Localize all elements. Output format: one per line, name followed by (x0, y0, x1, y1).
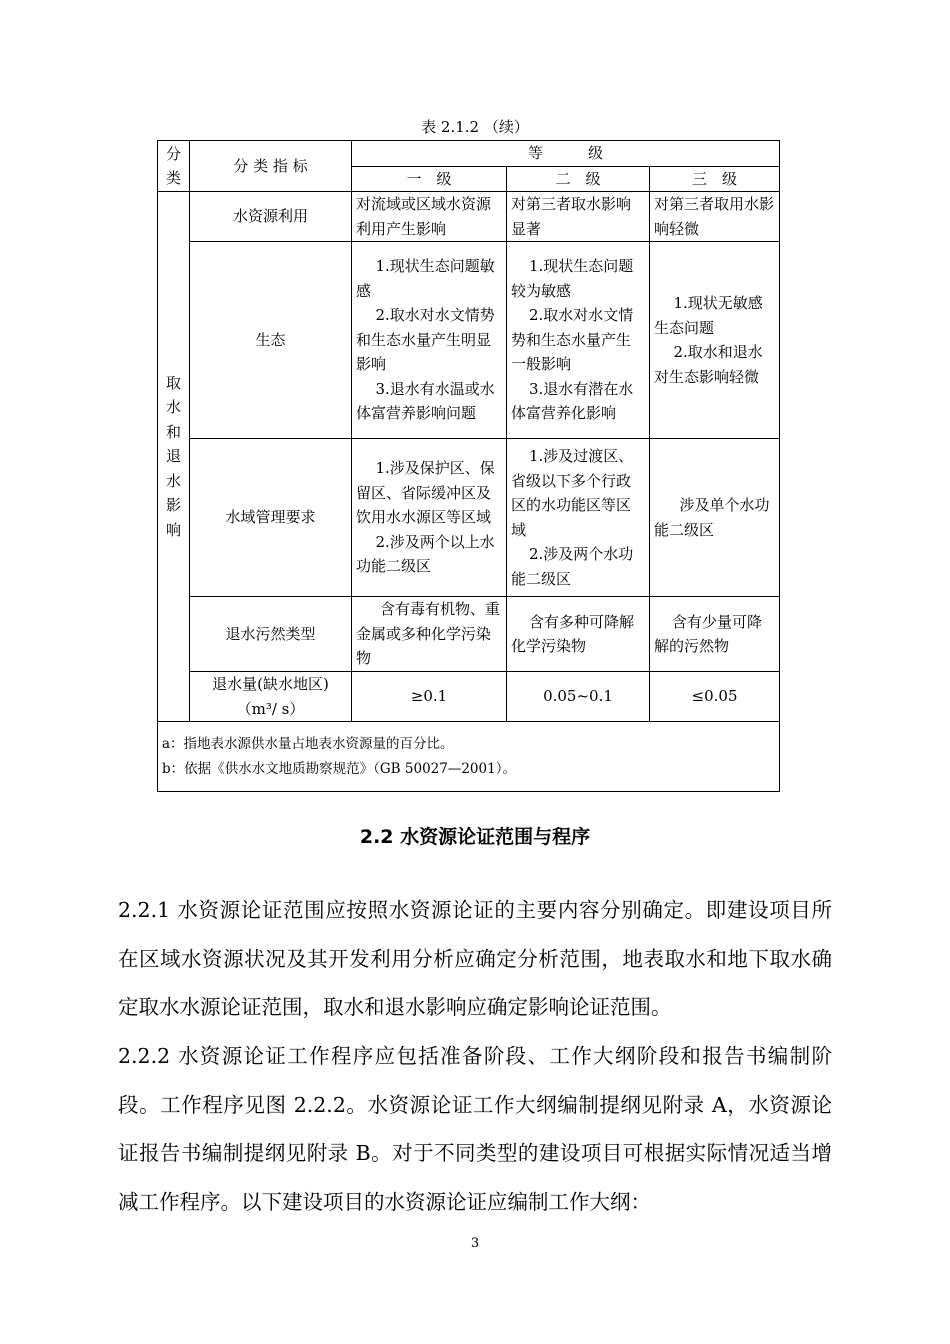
header-level-1: 一 级 (352, 166, 507, 192)
note-b: b：依据《供水水文地质勘察规范》（GB 50027—2001）。 (162, 760, 516, 777)
cell-level-2: 含有多种可降解化学污染物 (507, 597, 650, 672)
cell-level-3: 涉及单个水功能二级区 (650, 439, 780, 597)
row-name: 水域管理要求 (190, 439, 352, 597)
cell-level-1: 对流域或区域水资源利用产生影响 (352, 192, 507, 242)
table-row (158, 242, 780, 439)
note-a: a：指地表水源供水量占地表水资源量的百分比。 (162, 736, 454, 752)
row-name: 生态 (190, 242, 352, 439)
cell-level-2: 1.涉及过渡区、省级以下多个行政区的水功能区等区域 2.涉及两个水功能二级区 (507, 439, 650, 597)
table-row (158, 192, 780, 242)
header-level-2: 二 级 (507, 166, 650, 192)
group-label: 取 水 和 退 水 影 响 (158, 192, 190, 722)
cell-level-1: 含有毒有机物、重金属或多种化学污染物 (352, 597, 507, 672)
cell-level-2: 0.05~0.1 (507, 672, 650, 722)
section-title: 2.2 水资源论证范围与程序 (359, 826, 591, 848)
table-row (158, 597, 780, 672)
page-number: 3 (470, 1236, 480, 1251)
paragraph-2-2-2: 2.2.2 水资源论证工作程序应包括准备阶段、工作大纲阶段和报告书编制阶段。工作程序见图 2.2.2。水资源论证工作大纲编制提纲见附录 A，水资源论证报告书编制提纲见附录 B。对于不同类型的建设项目可根据实际情况适当增减工作程序。以下建设项目的水资源论证应编制工作大纲： (118, 1044, 832, 1214)
cell-level-3: ≤0.05 (650, 672, 780, 722)
cell-level-2: 1.现状生态问题较为敏感 2.取水对水文情势和生态水量产生一般影响 3.退水有潜在水体富营养化影响 (507, 242, 650, 439)
header-category: 分 类 (158, 141, 190, 192)
header-grade: 等 级 (352, 141, 780, 167)
cell-level-3: 对第三者取用水影响轻微 (650, 192, 780, 242)
paragraph-2-2-1: 2.2.1 水资源论证范围应按照水资源论证的主要内容分别确定。即建设项目所在区域水资源状况及其开发利用分析应确定分析范围，地表取水和地下取水确定取水水源论证范围，取水和退水影响应确定影响论证范围。 (118, 898, 832, 1019)
cell-level-3: 含有少量可降解的污然物 (650, 597, 780, 672)
table-row (158, 672, 780, 722)
table-caption: 表 2.1.2 （续） (421, 118, 529, 136)
table-notes (158, 722, 780, 792)
row-name: 退水污然类型 (190, 597, 352, 672)
row-name: 水资源利用 (190, 192, 352, 242)
cell-level-1: 1.涉及保护区、保留区、省际缓冲区及饮用水水源区等区域 2.涉及两个以上水功能二级区 (352, 439, 507, 597)
header-level-3: 三 级 (650, 166, 780, 192)
cell-level-2: 对第三者取水影响显著 (507, 192, 650, 242)
cell-level-1: 1.现状生态问题敏感 2.取水对水文情势和生态水量产生明显影响 3.退水有水温或水体富营养影响问题 (352, 242, 507, 439)
cell-level-3: 1.现状无敏感生态问题 2.取水和退水对生态影响轻微 (650, 242, 780, 439)
table-row (158, 439, 780, 597)
grading-table (157, 140, 780, 792)
cell-level-1: ≥0.1 (352, 672, 507, 722)
row-name: 退水量(缺水地区) （m³/ s） (190, 672, 352, 722)
header-indicator: 分 类 指 标 (190, 141, 352, 192)
